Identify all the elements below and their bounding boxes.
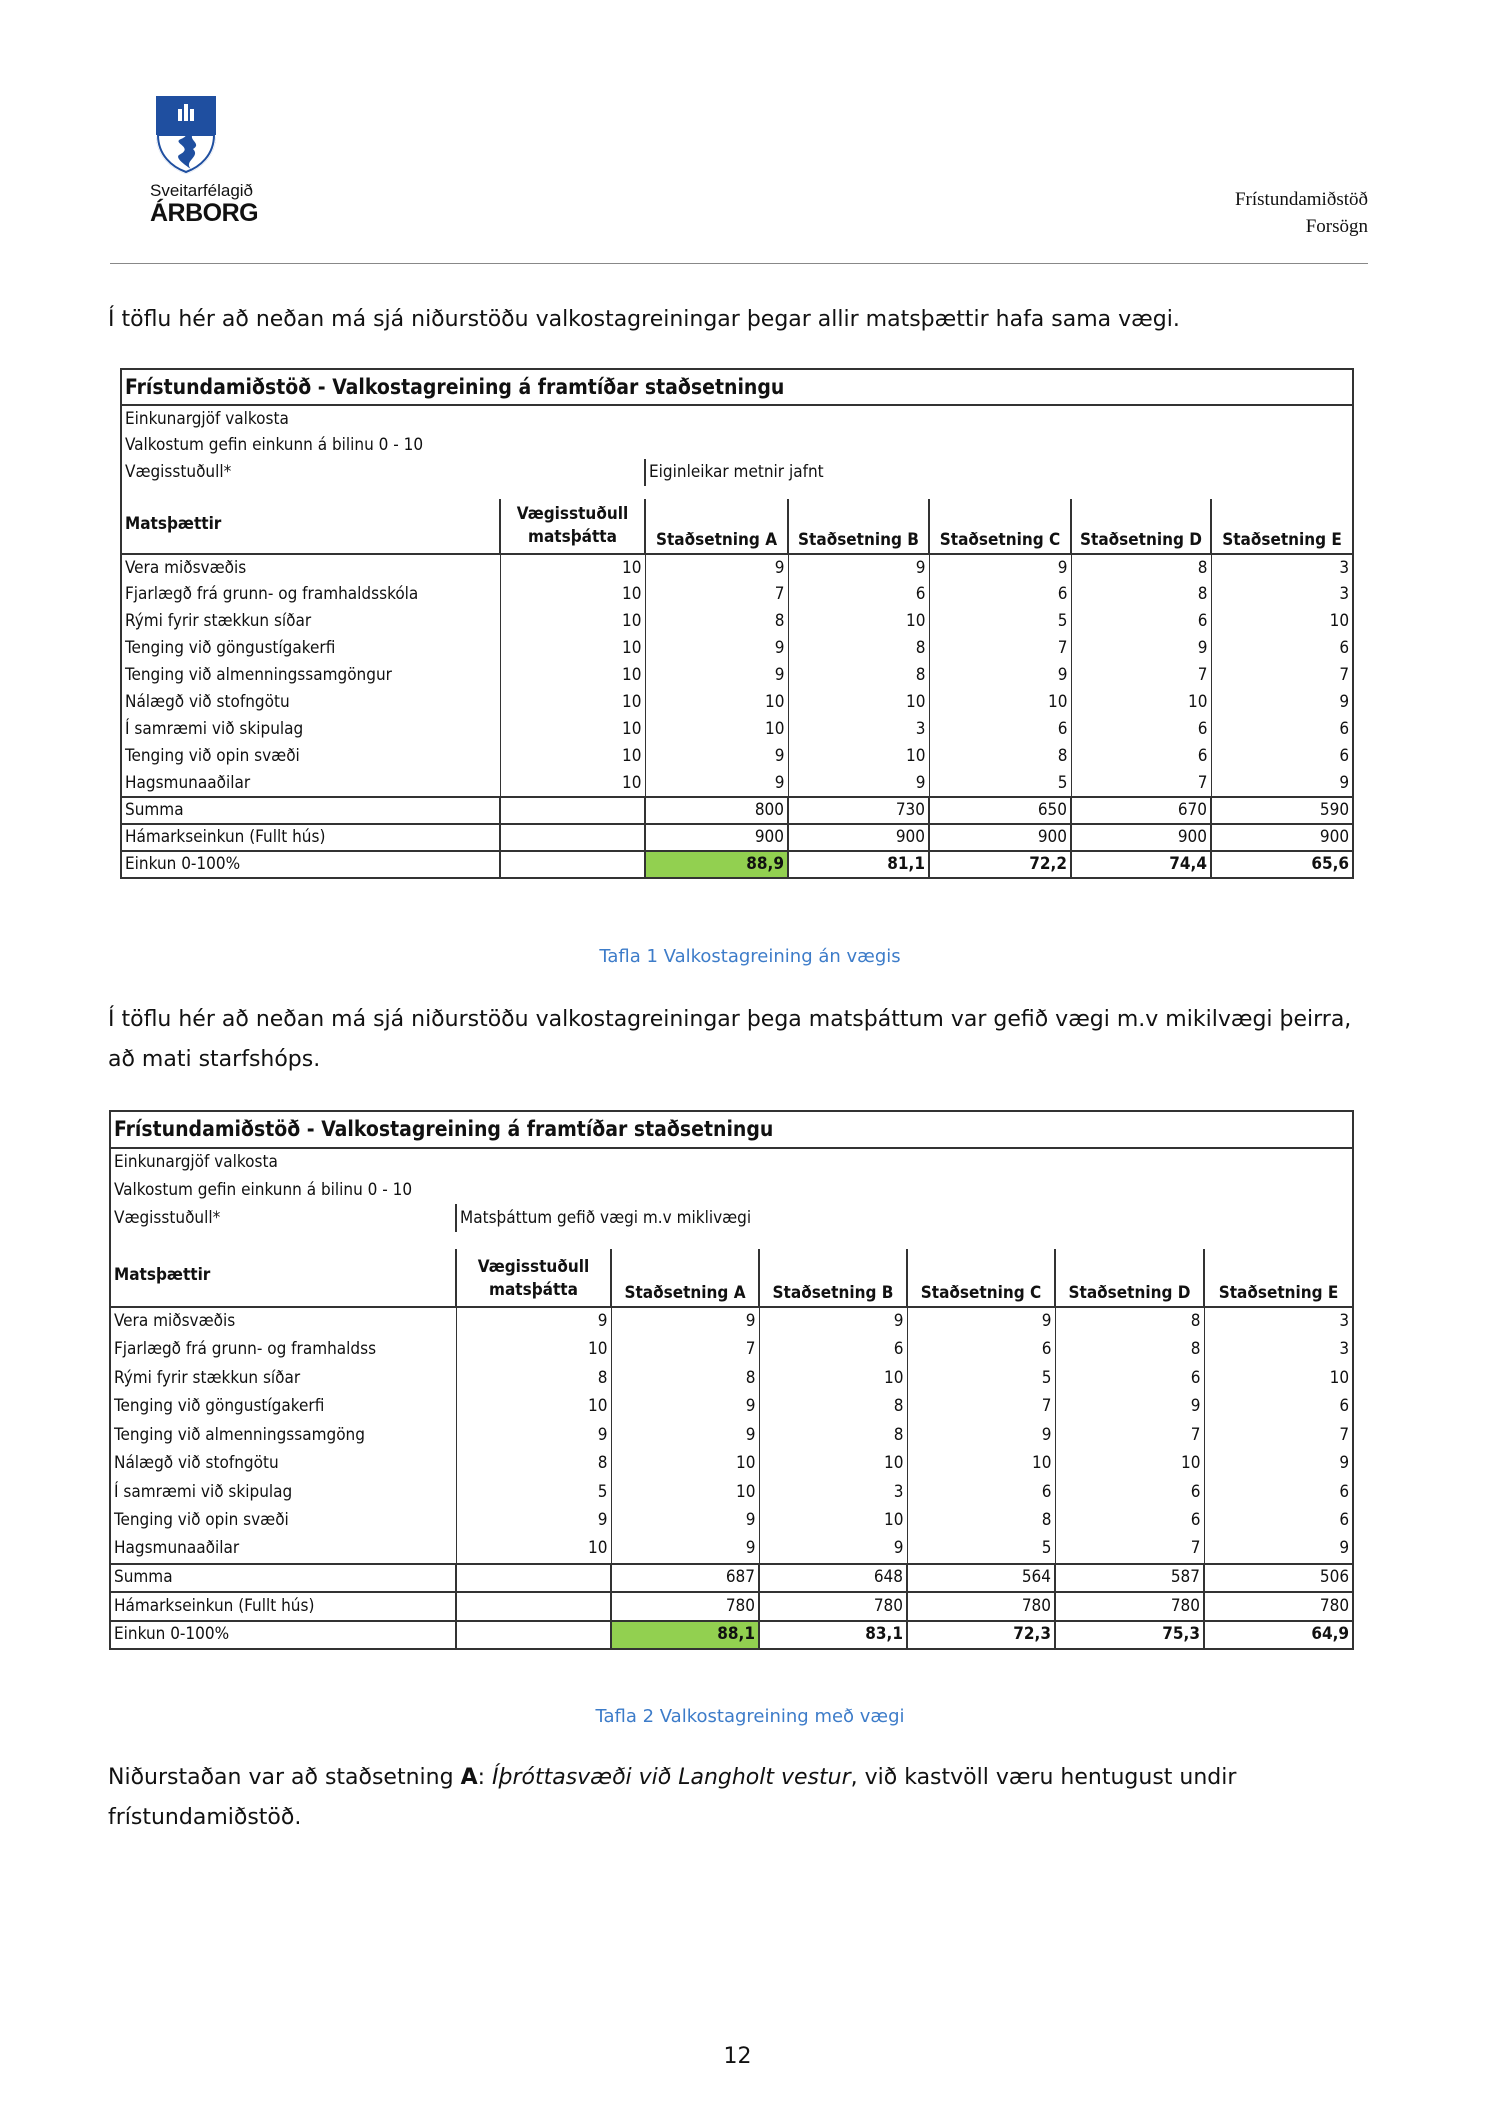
table-header-row <box>121 499 1353 554</box>
summary-value: 648 <box>759 1564 907 1593</box>
table-info-row <box>121 432 1353 459</box>
table-info-label: Vægisstuðull* <box>110 1204 456 1232</box>
summary-label: Hámarkseinkun (Fullt hús) <box>110 1592 456 1621</box>
summary-value: 730 <box>788 797 929 824</box>
score-cell: 9 <box>611 1307 759 1336</box>
score-cell: 10 <box>500 581 645 608</box>
score-cell: 3 <box>1204 1336 1353 1365</box>
score-cell: 9 <box>456 1307 611 1336</box>
table-row <box>110 1393 1353 1422</box>
header-doc-subtitle: Forsögn <box>1305 216 1368 237</box>
summary-value: 900 <box>1211 824 1353 851</box>
score-cell: 10 <box>500 716 645 743</box>
score-cell: 7 <box>929 635 1071 662</box>
running-header <box>1235 186 1368 240</box>
score-cell: 3 <box>1211 554 1353 581</box>
table-row <box>110 1364 1353 1393</box>
score-cell: 10 <box>759 1364 907 1393</box>
score-cell: 10 <box>645 716 788 743</box>
criterion-label: Nálægð við stofngötu <box>121 689 500 716</box>
summary-value: 780 <box>1204 1592 1353 1621</box>
column-header: Staðsetning E <box>1211 499 1353 554</box>
summary-value: 64,9 <box>1204 1621 1353 1650</box>
table-row <box>121 581 1353 608</box>
table-info-label: Valkostum gefin einkunn á bilinu 0 - 10 <box>110 1176 1353 1204</box>
score-cell: 9 <box>611 1393 759 1422</box>
table-row <box>121 770 1353 797</box>
column-header: Vægisstuðull matsþátta <box>500 499 645 554</box>
table-spacer <box>121 486 1353 499</box>
score-cell: 8 <box>1071 554 1211 581</box>
table-row <box>110 1535 1353 1564</box>
score-cell: 10 <box>645 689 788 716</box>
summary-row <box>110 1564 1353 1593</box>
summary-row <box>110 1621 1353 1650</box>
score-cell: 6 <box>1211 635 1353 662</box>
score-cell: 10 <box>611 1450 759 1479</box>
score-cell: 10 <box>500 689 645 716</box>
score-cell: 10 <box>500 662 645 689</box>
score-cell: 10 <box>456 1535 611 1564</box>
summary-label: Summa <box>110 1564 456 1593</box>
summary-value: 900 <box>929 824 1071 851</box>
score-cell: 8 <box>1055 1336 1204 1365</box>
criterion-label: Vera miðsvæðis <box>121 554 500 581</box>
score-cell: 7 <box>1055 1535 1204 1564</box>
column-header: Staðsetning B <box>788 499 929 554</box>
column-header: Staðsetning C <box>929 499 1071 554</box>
table-row <box>121 635 1353 662</box>
table-title: Frístundamiðstöð - Valkostagreining á framtíðar staðsetningu <box>121 369 1353 405</box>
score-cell: 6 <box>1211 743 1353 770</box>
table-title-row <box>110 1111 1353 1148</box>
score-cell: 10 <box>1055 1450 1204 1479</box>
summary-value <box>456 1564 611 1593</box>
table-row <box>110 1421 1353 1450</box>
table-row <box>110 1450 1353 1479</box>
column-header: Staðsetning D <box>1055 1249 1204 1307</box>
score-cell: 10 <box>759 1450 907 1479</box>
table-row <box>121 554 1353 581</box>
score-cell: 10 <box>1211 608 1353 635</box>
summary-value: 74,4 <box>1071 851 1211 878</box>
best-score-cell: 88,1 <box>611 1621 759 1650</box>
table-row <box>121 743 1353 770</box>
criterion-label: Hagsmunaaðilar <box>121 770 500 797</box>
score-cell: 10 <box>1204 1364 1353 1393</box>
score-cell: 9 <box>645 554 788 581</box>
summary-value: 780 <box>907 1592 1055 1621</box>
score-cell: 9 <box>645 770 788 797</box>
criterion-label: Fjarlægð frá grunn- og framhaldsskóla <box>121 581 500 608</box>
score-cell: 10 <box>456 1393 611 1422</box>
logo-text-line1: Sveitarfélagið <box>150 181 254 200</box>
conclusion-suffix: , við kastvöll væru hentugust undir frístundamiðstöð. <box>108 1765 1237 1830</box>
criterion-label: Hagsmunaaðilar <box>110 1535 456 1564</box>
score-cell: 10 <box>500 608 645 635</box>
score-cell: 9 <box>907 1421 1055 1450</box>
score-cell: 5 <box>929 770 1071 797</box>
summary-value <box>456 1621 611 1650</box>
score-cell: 8 <box>788 662 929 689</box>
score-cell: 5 <box>456 1478 611 1507</box>
criterion-label: Vera miðsvæðis <box>110 1307 456 1336</box>
summary-label: Hámarkseinkun (Fullt hús) <box>121 824 500 851</box>
table-row <box>121 689 1353 716</box>
score-cell: 10 <box>500 554 645 581</box>
score-cell: 9 <box>611 1421 759 1450</box>
criterion-label: Tenging við göngustígakerfi <box>110 1393 456 1422</box>
score-cell: 8 <box>1055 1307 1204 1336</box>
summary-value <box>456 1592 611 1621</box>
score-cell: 9 <box>1204 1535 1353 1564</box>
table-info-row <box>121 405 1353 432</box>
score-cell: 6 <box>1071 743 1211 770</box>
summary-value: 72,2 <box>929 851 1071 878</box>
criterion-label: Tenging við göngustígakerfi <box>121 635 500 662</box>
summary-value: 590 <box>1211 797 1353 824</box>
score-cell: 9 <box>907 1307 1055 1336</box>
summary-value: 780 <box>1055 1592 1204 1621</box>
table-spacer-row <box>121 486 1353 499</box>
table-info-row <box>110 1148 1353 1176</box>
score-cell: 10 <box>788 608 929 635</box>
results-table-weighted <box>109 1110 1354 1650</box>
score-cell: 8 <box>907 1507 1055 1536</box>
conclusion-colon: : <box>477 1765 492 1790</box>
table-caption-1: Tafla 1 Valkostagreining án vægis <box>599 946 901 967</box>
score-cell: 5 <box>907 1364 1055 1393</box>
criterion-label: Tenging við almenningssamgöngur <box>121 662 500 689</box>
score-cell: 9 <box>1071 635 1211 662</box>
summary-value <box>500 824 645 851</box>
column-header: Matsþættir <box>110 1249 456 1307</box>
score-cell: 8 <box>611 1364 759 1393</box>
page-number: 12 <box>723 2044 752 2069</box>
summary-row <box>121 851 1353 878</box>
criterion-label: Í samræmi við skipulag <box>121 716 500 743</box>
column-header: Staðsetning E <box>1204 1249 1353 1307</box>
score-cell: 3 <box>1204 1307 1353 1336</box>
summary-value: 81,1 <box>788 851 929 878</box>
score-cell: 7 <box>1071 662 1211 689</box>
column-header: Staðsetning A <box>611 1249 759 1307</box>
summary-value: 900 <box>1071 824 1211 851</box>
table-row <box>121 662 1353 689</box>
score-cell: 9 <box>645 662 788 689</box>
table-weight-note: Eiginleikar metnir jafnt <box>645 459 1353 486</box>
table-info-label: Einkunargjöf valkosta <box>121 405 1353 432</box>
summary-value: 900 <box>645 824 788 851</box>
summary-value: 900 <box>788 824 929 851</box>
summary-row <box>110 1592 1353 1621</box>
score-cell: 9 <box>645 743 788 770</box>
score-cell: 9 <box>456 1421 611 1450</box>
score-cell: 10 <box>456 1336 611 1365</box>
criterion-label: Rými fyrir stækkun síðar <box>110 1364 456 1393</box>
summary-row <box>121 824 1353 851</box>
summary-value <box>500 851 645 878</box>
conclusion-site: Íþróttasvæði við Langholt vestur <box>492 1765 851 1790</box>
table-info-row <box>121 459 1353 486</box>
score-cell: 9 <box>759 1307 907 1336</box>
score-cell: 9 <box>1204 1450 1353 1479</box>
score-cell: 8 <box>788 635 929 662</box>
summary-value: 780 <box>611 1592 759 1621</box>
table-row <box>110 1336 1353 1365</box>
table-weight-note: Matsþáttum gefið vægi m.v miklivægi <box>456 1204 1353 1232</box>
column-header: Staðsetning B <box>759 1249 907 1307</box>
score-cell: 10 <box>929 689 1071 716</box>
table-spacer-row <box>110 1232 1353 1249</box>
score-cell: 7 <box>1055 1421 1204 1450</box>
criterion-label: Tenging við opin svæði <box>110 1507 456 1536</box>
score-cell: 10 <box>788 743 929 770</box>
score-cell: 8 <box>759 1393 907 1422</box>
score-cell: 6 <box>1204 1507 1353 1536</box>
summary-row <box>121 797 1353 824</box>
score-cell: 9 <box>611 1535 759 1564</box>
summary-value: 65,6 <box>1211 851 1353 878</box>
table-header-row <box>110 1249 1353 1307</box>
column-header: Vægisstuðull matsþátta <box>456 1249 611 1307</box>
score-cell: 6 <box>1071 608 1211 635</box>
score-cell: 6 <box>759 1336 907 1365</box>
table-row <box>121 716 1353 743</box>
summary-value: 670 <box>1071 797 1211 824</box>
table-title-row <box>121 369 1353 405</box>
score-cell: 6 <box>929 581 1071 608</box>
score-cell: 8 <box>759 1421 907 1450</box>
score-cell: 6 <box>1071 716 1211 743</box>
score-cell: 9 <box>456 1507 611 1536</box>
table-row <box>110 1507 1353 1536</box>
conclusion-prefix: Niðurstaðan var að staðsetning <box>108 1765 461 1790</box>
table-row <box>121 608 1353 635</box>
header-doc-title: Frístundamiðstöð <box>1234 189 1368 210</box>
score-cell: 9 <box>1211 689 1353 716</box>
score-cell: 10 <box>500 635 645 662</box>
municipality-logo <box>150 95 260 225</box>
criterion-label: Fjarlægð frá grunn- og framhaldss <box>110 1336 456 1365</box>
intro-paragraph-2: Í töflu hér að neðan má sjá niðurstöðu valkostagreiningar þega matsþáttum var gefið vægi m.v mikilvægi þeirra, að mati starfshóps. <box>108 1007 1352 1072</box>
score-cell: 10 <box>759 1507 907 1536</box>
score-cell: 10 <box>500 743 645 770</box>
summary-value: 564 <box>907 1564 1055 1593</box>
score-cell: 10 <box>788 689 929 716</box>
score-cell: 7 <box>611 1336 759 1365</box>
score-cell: 6 <box>907 1336 1055 1365</box>
summary-value: 780 <box>759 1592 907 1621</box>
score-cell: 9 <box>929 662 1071 689</box>
best-score-cell: 88,9 <box>645 851 788 878</box>
score-cell: 9 <box>759 1535 907 1564</box>
shield-icon <box>155 95 217 175</box>
score-cell: 10 <box>611 1478 759 1507</box>
score-cell: 9 <box>611 1507 759 1536</box>
summary-value: 650 <box>929 797 1071 824</box>
score-cell: 10 <box>907 1450 1055 1479</box>
criterion-label: Tenging við opin svæði <box>121 743 500 770</box>
score-cell: 6 <box>1055 1364 1204 1393</box>
summary-value: 72,3 <box>907 1621 1055 1650</box>
summary-value: 687 <box>611 1564 759 1593</box>
criterion-label: Tenging við almenningssamgöng <box>110 1421 456 1450</box>
column-header: Matsþættir <box>121 499 500 554</box>
score-cell: 6 <box>1204 1393 1353 1422</box>
score-cell: 9 <box>1055 1393 1204 1422</box>
summary-label: Summa <box>121 797 500 824</box>
score-cell: 6 <box>788 581 929 608</box>
score-cell: 6 <box>1055 1507 1204 1536</box>
score-cell: 6 <box>1211 716 1353 743</box>
summary-value: 75,3 <box>1055 1621 1204 1650</box>
score-cell: 7 <box>907 1393 1055 1422</box>
score-cell: 8 <box>456 1450 611 1479</box>
score-cell: 9 <box>645 635 788 662</box>
column-header: Staðsetning A <box>645 499 788 554</box>
table-info-label: Einkunargjöf valkosta <box>110 1148 1353 1176</box>
conclusion-location: A <box>460 1765 478 1790</box>
table-caption-2: Tafla 2 Valkostagreining með vægi <box>595 1706 905 1727</box>
score-cell: 3 <box>1211 581 1353 608</box>
score-cell: 6 <box>1204 1478 1353 1507</box>
summary-value: 587 <box>1055 1564 1204 1593</box>
table-info-label: Valkostum gefin einkunn á bilinu 0 - 10 <box>121 432 1353 459</box>
score-cell: 7 <box>1211 662 1353 689</box>
table-spacer <box>110 1232 1353 1249</box>
score-cell: 10 <box>1071 689 1211 716</box>
score-cell: 5 <box>907 1535 1055 1564</box>
summary-value: 83,1 <box>759 1621 907 1650</box>
table-row <box>110 1478 1353 1507</box>
criterion-label: Í samræmi við skipulag <box>110 1478 456 1507</box>
score-cell: 6 <box>907 1478 1055 1507</box>
score-cell: 7 <box>1204 1421 1353 1450</box>
score-cell: 7 <box>1071 770 1211 797</box>
score-cell: 8 <box>1071 581 1211 608</box>
score-cell: 6 <box>1055 1478 1204 1507</box>
table-info-row <box>110 1176 1353 1204</box>
table-info-label: Vægisstuðull* <box>121 459 645 486</box>
column-header: Staðsetning D <box>1071 499 1211 554</box>
score-cell: 5 <box>929 608 1071 635</box>
score-cell: 10 <box>500 770 645 797</box>
summary-label: Einkun 0-100% <box>110 1621 456 1650</box>
logo-text-line2: ÁRBORG <box>150 199 259 227</box>
table-info-row <box>110 1204 1353 1232</box>
criterion-label: Nálægð við stofngötu <box>110 1450 456 1479</box>
score-cell: 6 <box>929 716 1071 743</box>
summary-value: 506 <box>1204 1564 1353 1593</box>
column-header: Staðsetning C <box>907 1249 1055 1307</box>
table-row <box>110 1307 1353 1336</box>
header-divider <box>110 263 1368 264</box>
conclusion-paragraph <box>108 1758 1368 1838</box>
criterion-label: Rými fyrir stækkun síðar <box>121 608 500 635</box>
score-cell: 9 <box>788 770 929 797</box>
score-cell: 7 <box>645 581 788 608</box>
score-cell: 8 <box>456 1364 611 1393</box>
score-cell: 9 <box>1211 770 1353 797</box>
summary-label: Einkun 0-100% <box>121 851 500 878</box>
score-cell: 3 <box>759 1478 907 1507</box>
score-cell: 8 <box>929 743 1071 770</box>
score-cell: 8 <box>645 608 788 635</box>
summary-value <box>500 797 645 824</box>
results-table-unweighted <box>120 368 1354 879</box>
score-cell: 9 <box>929 554 1071 581</box>
score-cell: 9 <box>788 554 929 581</box>
table-title: Frístundamiðstöð - Valkostagreining á framtíðar staðsetningu <box>110 1111 1353 1148</box>
summary-value: 800 <box>645 797 788 824</box>
intro-paragraph-1: Í töflu hér að neðan má sjá niðurstöðu valkostagreiningar þegar allir matsþættir hafa sama vægi. <box>108 307 1180 332</box>
score-cell: 3 <box>788 716 929 743</box>
